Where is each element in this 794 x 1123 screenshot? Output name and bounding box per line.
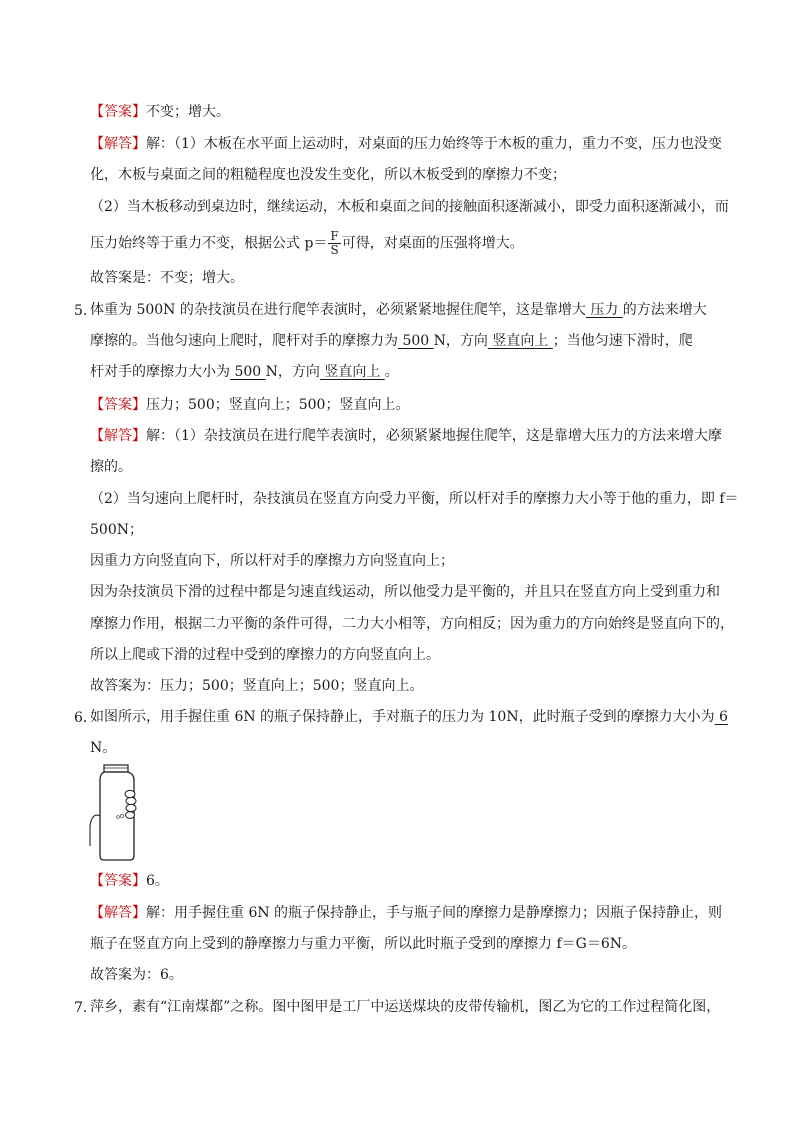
formula-suffix: 可得，对桌面的压强将增大。 bbox=[341, 235, 524, 252]
q5-stem-line-3 bbox=[90, 362, 399, 382]
q4-solution-line-4 bbox=[90, 230, 524, 257]
stem-text: ；当他匀速下滑时，爬 bbox=[552, 333, 693, 349]
q5-solution-line-2: 擦的。 bbox=[90, 459, 132, 475]
finger-1 bbox=[125, 790, 135, 797]
solution-text: 解：（1）木板在水平面上运动时，对桌面的压力始终等于木板的重力，重力不变，压力也没变 bbox=[146, 136, 722, 152]
q5-solution-line-1 bbox=[90, 426, 722, 446]
q5-solution-line-4: 500N； bbox=[90, 522, 143, 538]
q5-number: 5． bbox=[74, 303, 97, 319]
q6-answer-line bbox=[90, 871, 169, 891]
bottle-cap bbox=[104, 765, 128, 772]
hand-holding-bottle-figure bbox=[88, 764, 148, 864]
q5-solution-line-3: （2）当匀速向上爬杆时，杂技演员在竖直方向受力平衡，所以杆对手的摩擦力大小等于他的重力，即 f＝ bbox=[90, 491, 739, 507]
answer-text: 6。 bbox=[146, 873, 169, 889]
blank-answer: 500 bbox=[230, 364, 266, 380]
stem-text: 体重为 500N 的杂技演员在进行爬竿表演时，必须紧紧地握住爬竿，这是靠增大 bbox=[90, 302, 586, 318]
solution-text: 解：（1）杂技演员在进行爬竿表演时，必须紧紧地握住爬竿，这是靠增大压力的方法来增大摩 bbox=[146, 428, 722, 444]
stem-text: 摩擦的。当他匀速向上爬时，爬杆对手的摩擦力为 bbox=[90, 333, 398, 349]
solution-text: 解：用手握住重 6N 的瓶子保持静止，手与瓶子间的摩擦力是静摩擦力；因瓶子保持静止，则 bbox=[146, 905, 723, 921]
q6-solution-line-1 bbox=[90, 903, 722, 923]
q6-stem-line-1 bbox=[90, 707, 728, 727]
q4-solution-line-2: 化，木板与桌面之间的粗糙程度也没发生变化，所以木板受到的摩擦力不变； bbox=[90, 167, 566, 183]
stem-text: 如图所示，用手握住重 6N 的瓶子保持静止，手对瓶子的压力为 10N，此时瓶子受到的摩擦力大小为 bbox=[90, 709, 715, 725]
answer-text: 压力；500；竖直向上；500；竖直向上。 bbox=[146, 397, 410, 413]
q6-solution-line-2: 瓶子在竖直方向上受到的静摩擦力与重力平衡，所以此时瓶子受到的摩擦力 f＝G＝6N。 bbox=[90, 936, 636, 952]
stem-text: 的方法来增大 bbox=[622, 302, 707, 318]
stem-text: 杆对手的摩擦力大小为 bbox=[90, 364, 230, 380]
solution-tag: 【解答】 bbox=[90, 428, 146, 444]
q4-solution-line-1 bbox=[90, 134, 722, 154]
blank-answer: 竖直向上 bbox=[487, 333, 553, 349]
q4-final-answer: 故答案是：不变；增大。 bbox=[90, 270, 244, 286]
q5-solution-line-5: 因重力方向竖直向下，所以杆对手的摩擦力方向竖直向上； bbox=[90, 553, 454, 569]
q5-solution-line-6: 因为杂技演员下滑的过程中都是匀速直线运动，所以他受力是平衡的，并且只在竖直方向上受到重力和 bbox=[90, 584, 720, 600]
q5-final-answer: 故答案为：压力；500；竖直向上；500；竖直向上。 bbox=[90, 678, 424, 694]
stem-text: N，方向 bbox=[433, 333, 488, 349]
finger-2 bbox=[126, 797, 136, 804]
stem-text: 。 bbox=[384, 364, 399, 380]
answer-tag: 【答案】 bbox=[90, 873, 146, 889]
q5-stem-line-2 bbox=[90, 331, 693, 351]
blank-answer: 6 bbox=[714, 709, 728, 725]
finger-4 bbox=[126, 812, 135, 819]
fraction-numerator: F bbox=[330, 229, 339, 243]
solution-tag: 【解答】 bbox=[90, 136, 146, 152]
pressure-fraction bbox=[328, 230, 340, 257]
answer-text: 不变；增大。 bbox=[146, 104, 230, 120]
q4-solution-line-3: （2）当木板移动到桌边时，继续运动，木板和桌面之间的接触面积逐渐减小，即受力面积逐渐减小，而 bbox=[90, 199, 729, 215]
q6-number: 6． bbox=[74, 710, 97, 726]
q6-final-answer: 故答案为：6。 bbox=[90, 967, 183, 983]
fraction-denominator: S bbox=[330, 243, 339, 257]
answer-tag: 【答案】 bbox=[90, 104, 146, 120]
q5-solution-line-7: 摩擦力作用，根据二力平衡的条件可得，二力大小相等，方向相反；因为重力的方向始终是竖直向下的， bbox=[90, 616, 734, 632]
q5-solution-line-8: 所以上爬或下滑的过程中受到的摩擦力的方向竖直向上。 bbox=[90, 647, 440, 663]
stem-text: N，方向 bbox=[265, 364, 320, 380]
formula-prefix: 压力始终等于重力不变，根据公式 p＝ bbox=[90, 235, 328, 252]
hand-palm bbox=[90, 815, 100, 846]
blank-answer: 压力 bbox=[585, 302, 623, 318]
blank-answer: 竖直向上 bbox=[319, 364, 385, 380]
q7-number: 7． bbox=[74, 1000, 97, 1016]
thumb-tip bbox=[120, 814, 123, 817]
q6-stem-line-2: N。 bbox=[90, 740, 117, 756]
q5-stem-line-1 bbox=[90, 300, 707, 320]
answer-tag: 【答案】 bbox=[90, 397, 146, 413]
blank-answer: 500 bbox=[398, 333, 434, 349]
finger-3 bbox=[126, 804, 136, 811]
q7-stem-line-1: 萍乡，素有“江南煤都”之称。图中图甲是工厂中运送煤块的皮带传输机，图乙为它的工作过程简化图， bbox=[90, 999, 721, 1015]
solution-tag: 【解答】 bbox=[90, 905, 146, 921]
q5-answer-line bbox=[90, 395, 409, 415]
q4-answer-line bbox=[90, 102, 230, 122]
